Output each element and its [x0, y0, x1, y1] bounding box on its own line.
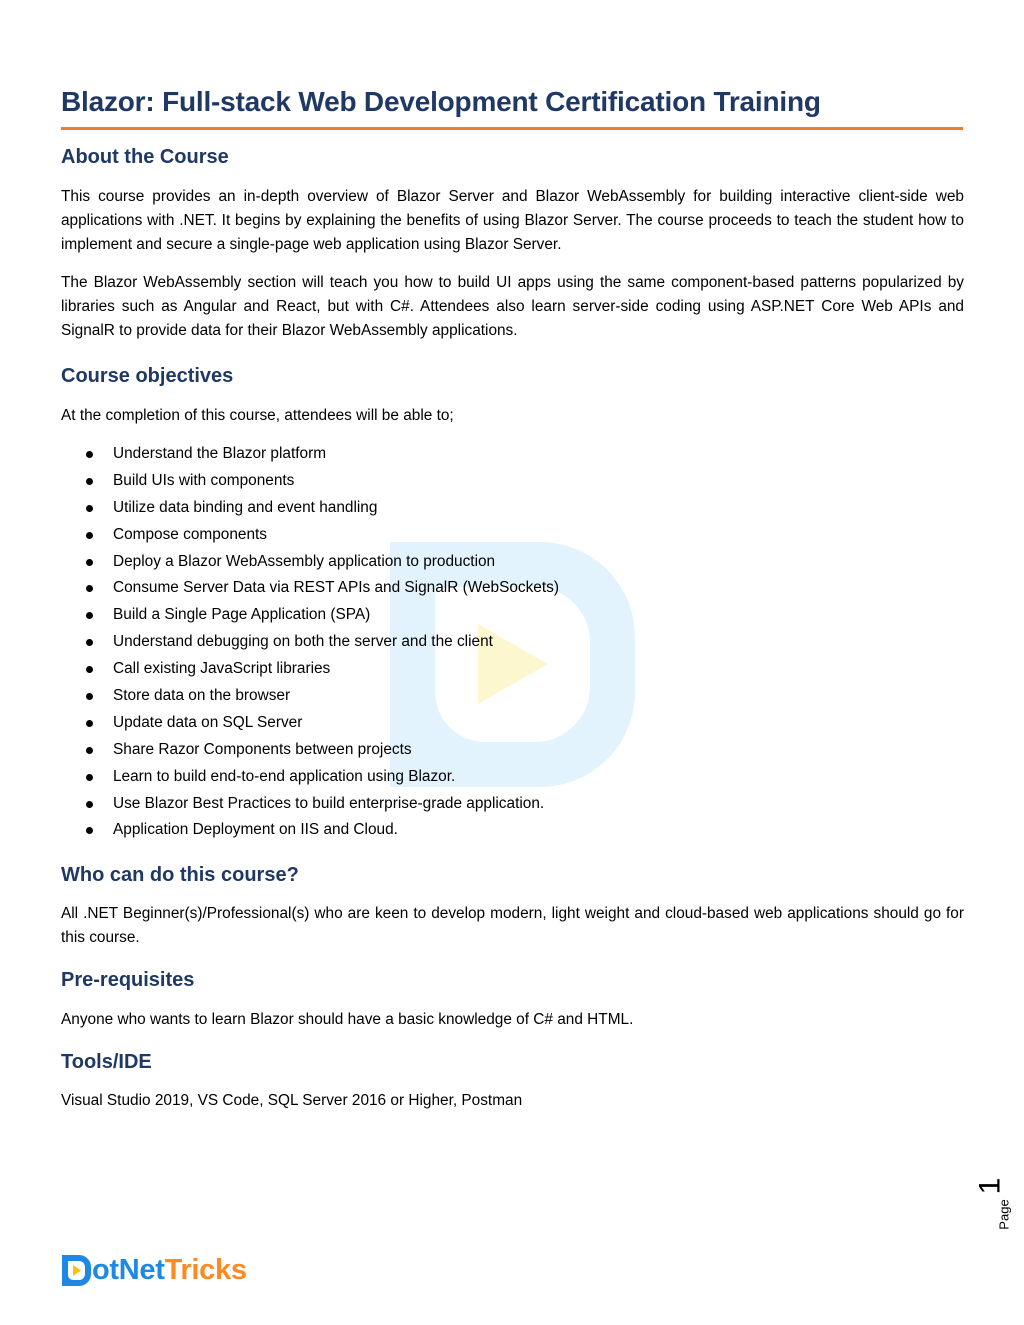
- list-item: Call existing JavaScript libraries: [84, 656, 559, 683]
- dotnettricks-logo-icon: [62, 1255, 91, 1286]
- list-item: Consume Server Data via REST APIs and SignalR (WebSockets): [84, 575, 559, 602]
- objectives-heading: Course objectives: [61, 365, 234, 387]
- objectives-intro: At the completion of this course, attendees will be able to;: [61, 407, 454, 424]
- about-heading: About the Course: [61, 146, 229, 168]
- list-item: Application Deployment on IIS and Cloud.: [84, 817, 559, 844]
- logo-text-tricks: Tricks: [164, 1253, 247, 1286]
- list-item: Build a Single Page Application (SPA): [84, 602, 559, 629]
- list-item: Understand debugging on both the server and the client: [84, 629, 559, 656]
- page-label: Page: [996, 1199, 1012, 1230]
- page-number-value: 1: [973, 1177, 1007, 1195]
- page-title: Blazor: Full-stack Web Development Certification Training: [61, 86, 821, 117]
- list-item: Learn to build end-to-end application using Blazor.: [84, 764, 559, 791]
- page-number: [973, 1177, 1024, 1249]
- dotnettricks-logo: [62, 1253, 247, 1287]
- list-item: Build UIs with components: [84, 468, 559, 495]
- about-paragraph-2: The Blazor WebAssembly section will teach you how to build UI apps using the same component-based patterns popularized by libraries such as Angular and React, but with C#. Attendees also learn server-side coding using ASP.NET Core Web APIs and SignalR to provide data for their Blazor WebAssembly applications.: [61, 274, 964, 339]
- list-item: Update data on SQL Server: [84, 710, 559, 737]
- logo-text-dotnet: otNet: [92, 1253, 165, 1286]
- who-paragraph: All .NET Beginner(s)/Professional(s) who are keen to develop modern, light weight and cloud-based web applications should go for this course.: [61, 905, 964, 946]
- list-item: Understand the Blazor platform: [84, 441, 559, 468]
- title-rule: [61, 127, 963, 130]
- list-item: Compose components: [84, 522, 559, 549]
- list-item: Deploy a Blazor WebAssembly application to production: [84, 549, 559, 576]
- prereq-heading: Pre-requisites: [61, 969, 195, 991]
- prereq-paragraph: Anyone who wants to learn Blazor should have a basic knowledge of C# and HTML.: [61, 1011, 634, 1028]
- tools-heading: Tools/IDE: [61, 1051, 152, 1073]
- list-item: Use Blazor Best Practices to build enterprise-grade application.: [84, 791, 559, 818]
- about-paragraph-1: This course provides an in-depth overview of Blazor Server and Blazor WebAssembly for building interactive client-side web applications with .NET. It begins by explaining the benefits of using Blazor Server. The course proceeds to teach the student how to implement and secure a single-page web application using Blazor Server.: [61, 188, 964, 253]
- list-item: Share Razor Components between projects: [84, 737, 559, 764]
- objectives-list: [84, 441, 559, 844]
- who-heading: Who can do this course?: [61, 864, 299, 886]
- list-item: Utilize data binding and event handling: [84, 495, 559, 522]
- tools-paragraph: Visual Studio 2019, VS Code, SQL Server 2016 or Higher, Postman: [61, 1092, 523, 1109]
- list-item: Store data on the browser: [84, 683, 559, 710]
